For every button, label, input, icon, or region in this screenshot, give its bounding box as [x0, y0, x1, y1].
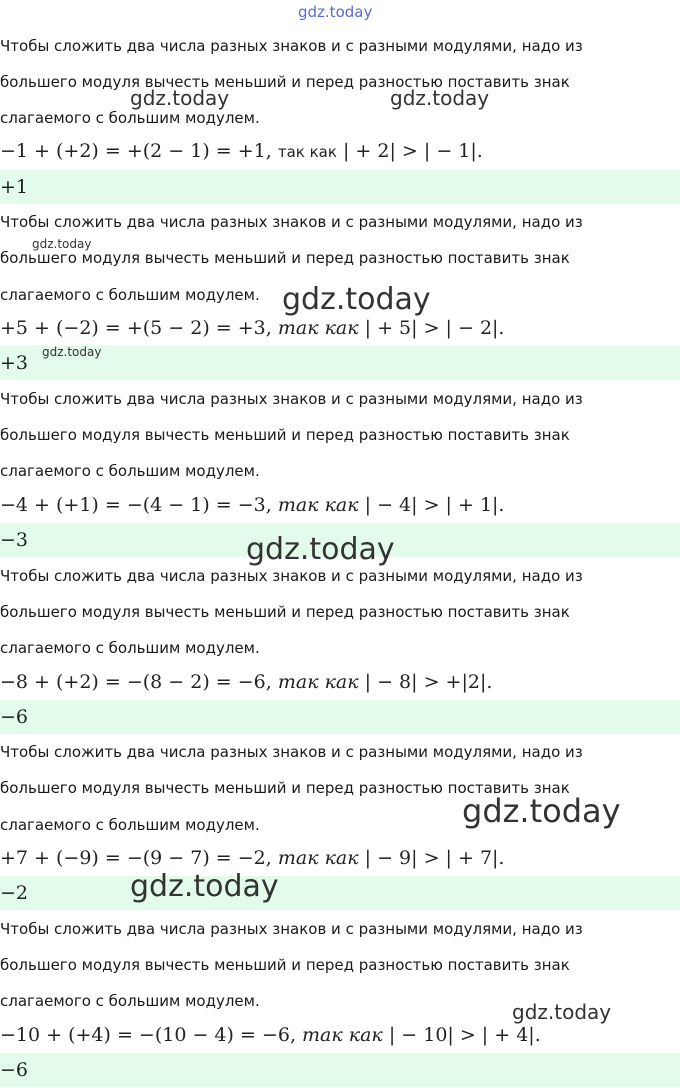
- equation-line: [0, 845, 504, 871]
- answer-row: [0, 876, 680, 910]
- equation: −4 + (+1) = −(4 − 1) = −3,: [0, 494, 272, 516]
- equation-line: [0, 669, 492, 695]
- because-word: так как: [277, 847, 359, 869]
- rule-line-1: Чтобы сложить два числа разных знаков и с разными модулями, надо из: [0, 213, 583, 231]
- watermark: gdz.today: [512, 1000, 612, 1024]
- rule-line-2: большего модуля вычесть меньший и перед разностью поставить знак: [0, 779, 570, 797]
- answer-row: [0, 346, 680, 380]
- condition: | + 5| > | − 2|.: [364, 317, 505, 339]
- rule-line-1: Чтобы сложить два числа разных знаков и с разными модулями, надо из: [0, 743, 583, 761]
- watermark: gdz.today: [390, 86, 490, 110]
- rule-line-3: слагаемого с большим модулем.: [0, 816, 260, 834]
- answer-row: [0, 1053, 680, 1087]
- condition: | − 9| > | + 7|.: [364, 847, 505, 869]
- equation-line: [0, 315, 504, 341]
- rule-line-2: большего модуля вычесть меньший и перед разностью поставить знак: [0, 603, 570, 621]
- condition: | + 2| > | − 1|.: [342, 140, 483, 162]
- watermark: gdz.today: [246, 532, 395, 567]
- answer: −2: [0, 882, 29, 904]
- rule-line-3: слагаемого с большим модулем.: [0, 109, 260, 127]
- rule-line-1: Чтобы сложить два числа разных знаков и с разными модулями, надо из: [0, 37, 583, 55]
- watermark-top: gdz.today: [298, 3, 373, 21]
- rule-line-3: слагаемого с большим модулем.: [0, 992, 260, 1010]
- rule-line-2: большего модуля вычесть меньший и перед разностью поставить знак: [0, 249, 570, 267]
- condition: | − 10| > | + 4|.: [388, 1024, 541, 1046]
- answer-row: [0, 170, 680, 204]
- equation-line: [0, 138, 483, 165]
- rule-line-3: слагаемого с большим модулем.: [0, 286, 260, 304]
- answer: −6: [0, 1059, 29, 1081]
- watermark: gdz.today: [42, 345, 102, 359]
- answer: +1: [0, 176, 29, 198]
- condition: | − 4| > | + 1|.: [364, 494, 505, 516]
- answer: −3: [0, 529, 29, 551]
- rule-line-1: Чтобы сложить два числа разных знаков и с разными модулями, надо из: [0, 390, 583, 408]
- watermark: gdz.today: [462, 792, 621, 830]
- equation-line: [0, 492, 504, 518]
- equation: −1 + (+2) = +(2 − 1) = +1,: [0, 140, 272, 162]
- answer: +3: [0, 352, 29, 374]
- equation-line: [0, 1022, 541, 1048]
- watermark: gdz.today: [130, 86, 230, 110]
- rule-line-2: большего модуля вычесть меньший и перед разностью поставить знак: [0, 426, 570, 444]
- answer-row: [0, 700, 680, 734]
- answer: −6: [0, 706, 29, 728]
- because-word: так как: [277, 317, 359, 339]
- rule-line-1: Чтобы сложить два числа разных знаков и с разными модулями, надо из: [0, 567, 583, 585]
- equation: +5 + (−2) = +(5 − 2) = +3,: [0, 317, 272, 339]
- because-word: так как: [277, 671, 359, 693]
- rule-line-2: большего модуля вычесть меньший и перед разностью поставить знак: [0, 956, 570, 974]
- rule-line-3: слагаемого с большим модулем.: [0, 462, 260, 480]
- equation: −10 + (+4) = −(10 − 4) = −6,: [0, 1024, 296, 1046]
- equation: +7 + (−9) = −(9 − 7) = −2,: [0, 847, 272, 869]
- because-word: так как: [302, 1024, 383, 1046]
- watermark: gdz.today: [32, 237, 92, 251]
- rule-line-3: слагаемого с большим модулем.: [0, 639, 260, 657]
- rule-line-2: большего модуля вычесть меньший и перед разностью поставить знак: [0, 73, 570, 91]
- condition: | − 8| > +|2|.: [364, 671, 493, 693]
- watermark: gdz.today: [130, 869, 279, 904]
- because-word: так как: [277, 494, 359, 516]
- rule-line-1: Чтобы сложить два числа разных знаков и с разными модулями, надо из: [0, 920, 583, 938]
- watermark: gdz.today: [282, 282, 431, 317]
- equation: −8 + (+2) = −(8 − 2) = −6,: [0, 671, 272, 693]
- because-word: так как: [277, 143, 337, 161]
